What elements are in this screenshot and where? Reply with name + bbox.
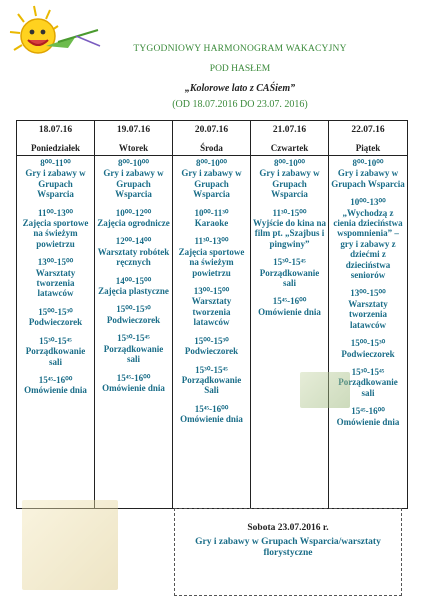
sun-logo-icon <box>6 2 102 72</box>
activity-text: Podwieczorek <box>106 314 161 325</box>
activity-time: 15⁰⁰-15³⁰ <box>350 338 386 349</box>
activity-time: 12⁰⁰-14⁰⁰ <box>115 236 152 247</box>
day-column <box>17 121 95 508</box>
day-header <box>173 121 250 156</box>
saturday-box <box>174 508 402 596</box>
activity-time: 11³⁰-13⁰⁰ <box>194 236 229 247</box>
activity-block <box>19 336 92 367</box>
activity-time: 15⁰⁰-15³⁰ <box>38 306 73 317</box>
activity-text: „Wychodzą z cienia dzieciństwa wspomnienia” – gry i zabawy z dziećmi z dzieciństwa seniorów <box>333 207 403 281</box>
activity-block <box>331 197 405 280</box>
activity-block <box>97 158 170 200</box>
day-activities <box>95 156 172 393</box>
day-name: Środa <box>200 143 223 153</box>
activity-time: 15⁴⁵-16⁰⁰ <box>272 296 307 307</box>
schedule-subtitle: POD HASŁEM <box>209 64 271 74</box>
day-date: 20.07.16 <box>194 125 229 135</box>
activity-block <box>331 406 405 427</box>
activity-block <box>175 208 248 229</box>
day-header <box>17 121 94 156</box>
activity-block <box>97 208 170 229</box>
activity-text: Zajęcia sportowe na świeżym powietrzu <box>22 218 89 249</box>
activity-text: Porządkowanie sali <box>103 343 164 365</box>
activity-text: Warsztaty tworzenia latawców <box>35 267 76 299</box>
activity-time: 13⁰⁰-15⁰⁰ <box>37 257 74 268</box>
activity-text: Zajęcia sportowe na świeżym powietrzu <box>178 246 245 278</box>
activity-time: 14⁰⁰-15⁰⁰ <box>115 275 152 286</box>
activity-time: 13⁰⁰-15⁰⁰ <box>350 288 386 299</box>
activity-text: Omówienie dnia <box>180 414 243 425</box>
day-date: 21.07.16 <box>272 125 307 135</box>
activity-text: Zajęcia plastyczne <box>98 286 169 297</box>
activity-block <box>331 288 405 330</box>
activity-time: 15⁴⁵-16⁰⁰ <box>194 403 229 414</box>
activity-block <box>97 373 170 394</box>
activity-block <box>19 375 92 396</box>
activity-text: Warsztaty robótek ręcznych <box>97 246 170 268</box>
activity-time: 15⁰⁰-15³⁰ <box>194 335 229 346</box>
activity-time: 13⁰⁰-15⁰⁰ <box>193 286 230 297</box>
saturday-activity: Gry i zabawy w Grupach Wsparcia/warsztaty florystyczne <box>195 537 381 558</box>
activity-block <box>19 158 92 200</box>
schedule-motto: „Kolorowe lato z CAŚiem” <box>184 83 296 94</box>
activity-block <box>175 336 248 357</box>
activity-time: 10⁰⁰-13⁰⁰ <box>350 197 386 208</box>
activity-text: Podwieczorek <box>28 317 83 328</box>
schedule-date-range: (OD 18.07.2016 DO 23.07. 2016) <box>172 99 308 110</box>
activity-text: Warsztaty tworzenia latawców <box>348 298 388 330</box>
activity-text: Porządkowanie sali <box>338 377 398 398</box>
activity-text: Porządkowanie Sali <box>181 374 242 396</box>
activity-block <box>253 296 326 317</box>
activity-block <box>97 333 170 364</box>
activity-text: Omówienie dnia <box>336 416 400 427</box>
activity-block <box>253 158 326 200</box>
day-activities <box>173 156 250 425</box>
activity-text: Gry i zabawy w Grupach Wsparcia <box>331 168 405 189</box>
activity-text: Omówienie dnia <box>258 306 321 317</box>
activity-text: Zajęcia ogrodnicze <box>97 218 170 229</box>
activity-time: 15³⁰-15⁴⁵ <box>195 364 228 375</box>
activity-block <box>175 236 248 278</box>
activity-block <box>175 158 248 200</box>
activity-time: 11⁰⁰-13⁰⁰ <box>38 207 73 218</box>
activity-text: Podwieczorek <box>184 346 239 357</box>
activity-text: Wyjście do kina na film pt. „Szajbus i pingwiny” <box>253 218 326 249</box>
decorative-photo <box>300 372 350 408</box>
day-column <box>173 121 251 508</box>
activity-block <box>175 365 248 396</box>
activity-text: Omówienie dnia <box>102 382 165 393</box>
activity-text: Omówienie dnia <box>24 385 87 396</box>
activity-block <box>331 158 405 189</box>
activity-block <box>19 208 92 250</box>
day-name: Piątek <box>355 143 381 153</box>
activity-time: 11³⁰-15⁰⁰ <box>272 207 307 218</box>
schedule-table <box>16 120 408 509</box>
day-header <box>95 121 172 156</box>
day-header <box>329 121 407 156</box>
activity-time: 15³⁰-15⁴⁵ <box>273 257 306 268</box>
day-name: Czwartek <box>270 143 309 153</box>
activity-text: Porządkowanie sali <box>259 267 320 289</box>
day-date: 22.07.16 <box>351 125 385 135</box>
activity-text: Porządkowanie sali <box>25 346 86 367</box>
day-date: 18.07.16 <box>38 125 73 135</box>
schedule-title: TYGODNIOWY HARMONOGRAM WAKACYJNY <box>133 44 347 54</box>
activity-text: Gry i zabawy w Grupach Wsparcia <box>103 168 164 200</box>
day-name: Wtorek <box>118 143 149 153</box>
activity-block <box>19 307 92 328</box>
activity-time: 8⁰⁰-10⁰⁰ <box>118 158 149 168</box>
activity-block <box>19 257 92 299</box>
activity-time: 15³⁰-15⁴⁵ <box>39 335 72 346</box>
activity-text: Podwieczorek <box>341 348 395 359</box>
activity-block <box>97 304 170 325</box>
activity-time: 10⁰⁰-11³⁰ <box>194 207 229 218</box>
day-column <box>95 121 173 508</box>
activity-text: Gry i zabawy w Grupach Wsparcia <box>181 168 242 200</box>
activity-block <box>175 404 248 425</box>
activity-block <box>331 338 405 359</box>
activity-block <box>97 276 170 297</box>
activity-time: 10⁰⁰-12⁰⁰ <box>115 207 152 218</box>
activity-block <box>175 286 248 328</box>
day-column <box>329 121 407 508</box>
day-activities <box>251 156 328 317</box>
activity-time: 15³⁰-15⁴⁵ <box>351 366 385 377</box>
activity-block <box>97 236 170 267</box>
decorative-photo <box>22 500 118 590</box>
saturday-heading: Sobota 23.07.2016 r. <box>247 523 329 533</box>
activity-block <box>253 208 326 250</box>
activity-time: 15⁴⁵-16⁰⁰ <box>116 372 151 383</box>
day-activities <box>17 156 94 396</box>
day-name: Poniedziałek <box>31 143 80 153</box>
activity-time: 15⁴⁵-16⁰⁰ <box>351 406 385 417</box>
activity-time: 8⁰⁰-10⁰⁰ <box>352 158 384 168</box>
day-column <box>251 121 329 508</box>
activity-time: 15³⁰-15⁴⁵ <box>117 333 150 344</box>
activity-text: Gry i zabawy w Grupach Wsparcia <box>25 168 86 200</box>
activity-time: 8⁰⁰-10⁰⁰ <box>196 158 227 168</box>
day-date: 19.07.16 <box>116 125 151 135</box>
activity-text: Warsztaty tworzenia latawców <box>191 296 232 328</box>
activity-time: 15⁰⁰-15³⁰ <box>116 304 151 315</box>
day-header <box>251 121 328 156</box>
activity-time: 8⁰⁰-11⁰⁰ <box>40 158 71 168</box>
activity-text: Karaoke <box>194 218 229 229</box>
activity-block <box>253 257 326 288</box>
activity-time: 8⁰⁰-10⁰⁰ <box>274 158 305 168</box>
activity-text: Gry i zabawy w Grupach Wsparcia <box>259 168 320 200</box>
activity-time: 15⁴⁵-16⁰⁰ <box>38 374 73 385</box>
